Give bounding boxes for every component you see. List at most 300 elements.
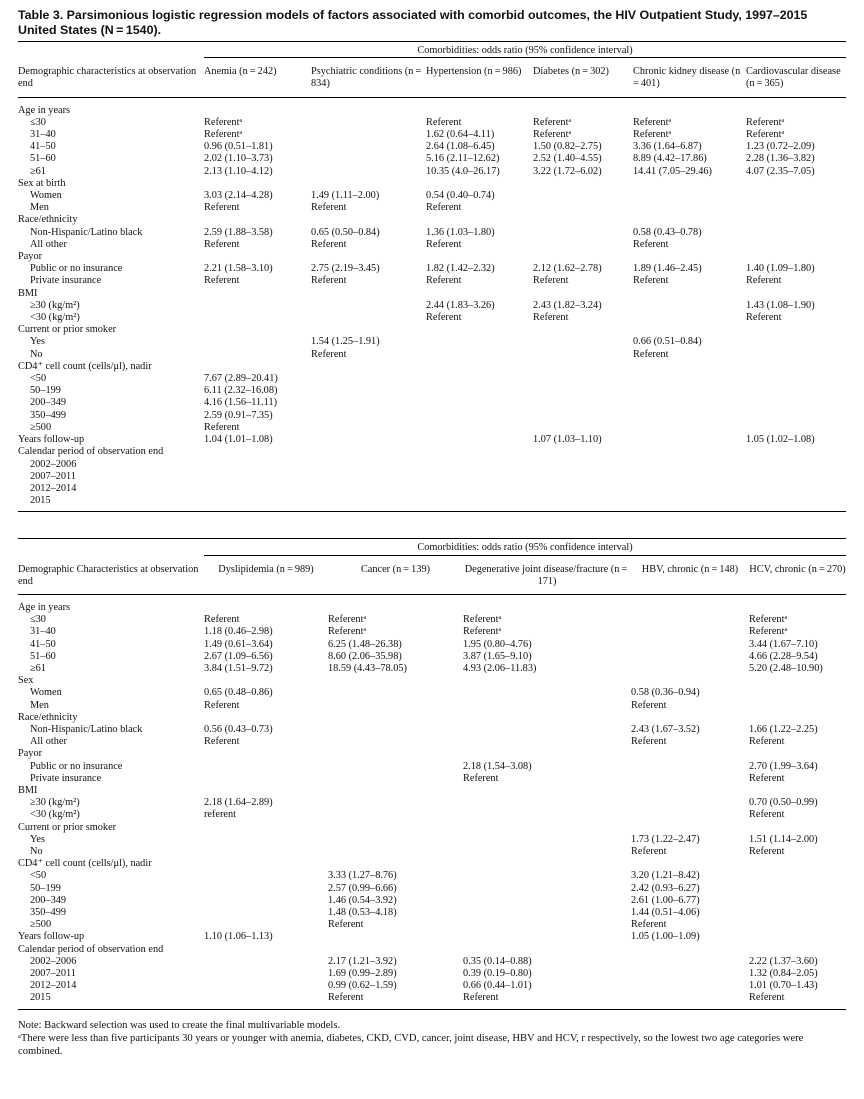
table-cell: 0.56 (0.43–0.73) — [204, 723, 273, 735]
table-cell — [311, 397, 426, 409]
table-cell — [204, 178, 311, 190]
table-row — [18, 141, 846, 153]
table-cell — [328, 700, 463, 712]
table-cell: 2.61 (1.00–6.77) — [631, 894, 700, 906]
table-cell — [631, 980, 749, 992]
table-cell — [311, 495, 426, 512]
row-label: 31–40 — [30, 129, 56, 141]
table-2-header-row — [18, 558, 846, 595]
table-cell — [533, 214, 633, 226]
table-cell: 2.75 (2.19–3.45) — [311, 263, 380, 275]
table-cell: 2.64 (1.08–6.45) — [426, 141, 495, 153]
table-cell — [328, 834, 463, 846]
table-row — [18, 907, 846, 919]
table-cell: 0.96 (0.51–1.81) — [204, 141, 273, 153]
row-label: Non-Hispanic/Latino black — [30, 226, 143, 238]
table-cell — [631, 858, 749, 870]
table-cell — [746, 324, 846, 336]
table-cell: 0.35 (0.14–0.88) — [463, 955, 532, 967]
row-label: ≤30 — [30, 614, 46, 626]
table-cell: 14.41 (7.05–29.46) — [633, 165, 712, 177]
table-cell — [311, 153, 426, 165]
table-cell — [746, 227, 846, 239]
table-cell — [631, 761, 749, 773]
table-row — [18, 495, 846, 512]
table-cell — [204, 336, 311, 348]
table-cell: Referentᵃ — [328, 626, 367, 638]
table-row — [18, 944, 846, 956]
table-row — [18, 651, 846, 663]
row-label: 2002–2006 — [30, 955, 77, 967]
table-row — [18, 446, 846, 458]
table-cell — [328, 675, 463, 687]
table-row — [18, 846, 846, 858]
table-cell: 1.48 (0.53–4.18) — [328, 907, 397, 918]
table-cell — [204, 919, 328, 931]
table-cell — [463, 870, 631, 882]
row-label: 41–50 — [30, 638, 56, 650]
table-row — [18, 822, 846, 834]
table-cell — [631, 797, 749, 809]
table-cell: 2.22 (1.37–3.60) — [749, 955, 818, 967]
table-cell: 2.18 (1.64–2.89) — [204, 797, 273, 809]
table-cell — [328, 724, 463, 736]
table-cell — [746, 336, 846, 348]
table-notes — [18, 1019, 846, 1058]
table-cell — [204, 288, 311, 300]
table-cell — [749, 931, 846, 943]
table-cell: Referent — [328, 992, 364, 1004]
table-cell — [204, 968, 328, 980]
row-group-label: Payor — [18, 748, 43, 760]
table-cell: 0.99 (0.62–1.59) — [328, 980, 397, 992]
table-cell: 1.82 (1.42–2.32) — [426, 263, 495, 275]
table-cell — [204, 324, 311, 336]
table-cell — [533, 97, 633, 117]
table-cell — [533, 361, 633, 373]
table-cell: 0.70 (0.50–0.99) — [749, 797, 818, 809]
table-cell: 1.32 (0.84–2.05) — [749, 968, 818, 980]
table-cell — [204, 97, 311, 117]
table-cell — [426, 214, 533, 226]
table-cell: 2.67 (1.09–6.56) — [204, 650, 273, 662]
table-cell — [426, 178, 533, 190]
table-cell: 3.44 (1.67–7.10) — [749, 638, 818, 650]
table-cell — [746, 202, 846, 214]
table-cell — [328, 594, 463, 614]
table-cell: Referent — [463, 992, 499, 1004]
table-cell — [533, 227, 633, 239]
table-cell — [426, 483, 533, 495]
table-cell — [746, 385, 846, 397]
row-group-label: Age in years — [18, 601, 71, 613]
table-cell — [633, 434, 746, 446]
row-label: 200–349 — [30, 397, 67, 409]
row-label: <30 (kg/m²) — [30, 312, 80, 324]
table-cell — [631, 992, 749, 1009]
table-cell — [204, 748, 328, 760]
table-row — [18, 422, 846, 434]
table-cell: 3.33 (1.27–8.76) — [328, 870, 397, 882]
table-cell — [426, 97, 533, 117]
table-row — [18, 724, 846, 736]
row-label: Private insurance — [30, 275, 102, 287]
table-cell — [533, 178, 633, 190]
table-cell — [746, 361, 846, 373]
table-cell — [463, 675, 631, 687]
table-cell: 4.16 (1.56–11.11) — [204, 397, 278, 409]
table-cell: 2.18 (1.54–3.08) — [463, 760, 532, 772]
table-cell — [463, 712, 631, 724]
table-row — [18, 748, 846, 760]
table-row — [18, 227, 846, 239]
table-cell: 3.36 (1.64–6.87) — [633, 141, 702, 153]
table-row — [18, 675, 846, 687]
table-page — [18, 8, 846, 1058]
table-cell — [746, 178, 846, 190]
table-cell: 1.62 (0.64–4.11) — [426, 129, 495, 141]
table-cell — [328, 687, 463, 699]
table-cell — [749, 883, 846, 895]
table-cell — [204, 300, 311, 312]
table-cell — [426, 459, 533, 471]
table-cell: Referentᵃ — [746, 129, 785, 141]
table-cell: 1.66 (1.22–2.25) — [749, 723, 818, 735]
row-label: 2015 — [30, 495, 51, 507]
table-cell — [311, 483, 426, 495]
table-cell — [463, 687, 631, 699]
table-cell: 7.67 (2.89–20.41) — [204, 373, 278, 385]
table-cell — [311, 446, 426, 458]
table-cell — [204, 883, 328, 895]
table-cell — [631, 809, 749, 821]
table-2 — [18, 538, 846, 1009]
table-row — [18, 919, 846, 931]
table-cell — [204, 980, 328, 992]
table-cell: 1.05 (1.02–1.08) — [746, 434, 815, 446]
table-row — [18, 870, 846, 882]
table-cell: Referent — [426, 238, 462, 250]
table-cell: Referentᵃ — [463, 614, 502, 626]
table-cell — [746, 97, 846, 117]
table-cell — [631, 663, 749, 675]
row-label: ≥500 — [30, 421, 52, 433]
row-group-label: Years follow-up — [18, 434, 85, 446]
table-cell: 1.23 (0.72–2.09) — [746, 141, 815, 153]
table-cell — [633, 251, 746, 263]
table-row — [18, 931, 846, 943]
column-header-psychiatric: Psychiatric conditions (n = 834) — [311, 66, 424, 90]
table-cell — [633, 178, 746, 190]
row-label: 2015 — [30, 992, 51, 1004]
table-cell: 3.84 (1.51–9.72) — [204, 662, 273, 674]
row-label: ≥61 — [30, 662, 46, 674]
table-cell — [463, 785, 631, 797]
table-cell: 8.89 (4.42–17.86) — [633, 153, 707, 165]
table-cell — [463, 809, 631, 821]
table-cell: 4.66 (2.28–9.54) — [749, 650, 818, 662]
table-cell — [631, 944, 749, 956]
table-cell — [633, 324, 746, 336]
table-cell — [746, 495, 846, 512]
table-cell — [328, 858, 463, 870]
table-cell — [749, 785, 846, 797]
table-cell — [204, 858, 328, 870]
table-cell — [746, 483, 846, 495]
table-cell: 2.43 (1.82–3.24) — [533, 299, 602, 311]
table-cell — [533, 349, 633, 361]
table-cell: 0.58 (0.43–0.78) — [633, 226, 702, 238]
table-cell: 2.13 (1.10–4.12) — [204, 165, 273, 177]
table-cell — [204, 251, 311, 263]
row-group-label: CD4⁺ cell count (cells/μl), nadir — [18, 858, 152, 870]
table-cell — [533, 251, 633, 263]
table-cell — [426, 336, 533, 348]
table-cell — [631, 968, 749, 980]
table-row — [18, 761, 846, 773]
table-cell — [533, 202, 633, 214]
column-header-hypertension: Hypertension (n = 986) — [426, 66, 522, 78]
table-row — [18, 797, 846, 809]
table-cell — [311, 214, 426, 226]
table-1 — [18, 41, 846, 512]
row-group-label: Years follow-up — [18, 931, 85, 943]
row-group-label: Race/ethnicity — [18, 711, 78, 723]
table-cell — [746, 251, 846, 263]
table-cell — [746, 214, 846, 226]
table-cell: Referentᵃ — [533, 116, 572, 128]
row-label: <30 (kg/m²) — [30, 809, 80, 821]
table-cell: Referent — [631, 736, 667, 748]
table-cell — [633, 422, 746, 434]
table-row — [18, 834, 846, 846]
table-cell: Referent — [426, 312, 462, 324]
row-label: 2007–2011 — [30, 968, 76, 980]
table-cell — [749, 748, 846, 760]
table-cell — [749, 919, 846, 931]
table-row — [18, 614, 846, 626]
table-cell — [533, 336, 633, 348]
table-cell — [463, 700, 631, 712]
table-cell: Referent — [311, 275, 347, 287]
table-cell — [311, 117, 426, 129]
table-cell: Referent — [749, 845, 785, 857]
table-cell — [463, 822, 631, 834]
row-group-label: BMI — [18, 784, 38, 796]
table-cell — [426, 288, 533, 300]
table-cell: Referent — [204, 736, 240, 748]
table-row — [18, 858, 846, 870]
table-cell — [749, 870, 846, 882]
table-row — [18, 251, 846, 263]
table-cell — [533, 422, 633, 434]
table-cell — [463, 724, 631, 736]
table-cell: Referent — [746, 312, 782, 324]
table-cell — [633, 410, 746, 422]
column-header-hcv: HCV, chronic (n = 270) — [749, 563, 846, 575]
row-label: ≥61 — [30, 165, 46, 177]
table-cell: 1.05 (1.00–1.09) — [631, 931, 700, 943]
table-cell: 0.66 (0.44–1.01) — [463, 980, 532, 992]
table-cell — [311, 373, 426, 385]
table-cell — [746, 349, 846, 361]
table-cell: Referentᵃ — [204, 129, 243, 141]
table-row — [18, 97, 846, 117]
table-cell: Referent — [311, 238, 347, 250]
table-cell — [749, 907, 846, 919]
row-label: 51–60 — [30, 650, 56, 662]
table-cell — [311, 361, 426, 373]
table-cell — [749, 944, 846, 956]
table-cell — [426, 446, 533, 458]
table-cell — [746, 459, 846, 471]
table-cell: 6.11 (2.32–16.08) — [204, 385, 278, 397]
table-cell — [204, 834, 328, 846]
row-label: No — [30, 845, 43, 857]
table-cell — [426, 385, 533, 397]
table-cell — [426, 397, 533, 409]
table-cell — [533, 397, 633, 409]
table-cell — [311, 97, 426, 117]
table-cell: Referent — [749, 992, 785, 1004]
table-cell — [749, 700, 846, 712]
row-group-label: Sex at birth — [18, 177, 66, 189]
row-label: <50 — [30, 870, 47, 882]
table-cell: 2.43 (1.67–3.52) — [631, 723, 700, 735]
table-cell — [311, 288, 426, 300]
table-cell — [633, 202, 746, 214]
table-cell: 1.51 (1.14–2.00) — [749, 833, 818, 845]
table-cell — [328, 761, 463, 773]
table-2-spanner: Comorbidities: odds ratio (95% confidence interval) — [204, 542, 846, 555]
table-cell: Referent — [749, 772, 785, 784]
column-header-anemia: Anemia (n = 242) — [204, 66, 277, 78]
table-cell: 1.07 (1.03–1.10) — [533, 434, 602, 446]
table-row — [18, 809, 846, 821]
table-cell: 1.36 (1.03–1.80) — [426, 226, 495, 238]
table-cell — [328, 785, 463, 797]
table-cell — [463, 858, 631, 870]
table-cell: 2.17 (1.21–3.92) — [328, 955, 397, 967]
table-cell: Referentᵃ — [633, 116, 672, 128]
table-cell: 1.44 (0.51–4.06) — [631, 907, 700, 918]
table-cell — [533, 239, 633, 251]
table-cell — [746, 373, 846, 385]
table-cell: Referent — [749, 809, 785, 821]
table-cell — [204, 773, 328, 785]
table-cell: 1.43 (1.08–1.90) — [746, 299, 815, 311]
table-cell — [204, 846, 328, 858]
table-row — [18, 202, 846, 214]
table-cell — [426, 410, 533, 422]
row-group-label: CD4⁺ cell count (cells/μl), nadir — [18, 360, 152, 372]
table-cell: 2.70 (1.99–3.64) — [749, 760, 818, 772]
table-row — [18, 980, 846, 992]
table-row — [18, 895, 846, 907]
table-cell — [204, 907, 328, 919]
table-cell: Referent — [204, 238, 240, 250]
table-cell: 0.65 (0.48–0.86) — [204, 687, 273, 699]
table-cell — [328, 944, 463, 956]
row-label: 2002–2006 — [30, 458, 77, 470]
table-row — [18, 349, 846, 361]
table-row — [18, 663, 846, 675]
table-cell: 2.59 (0.91–7.35) — [204, 409, 273, 421]
table-cell — [633, 373, 746, 385]
table-row — [18, 385, 846, 397]
table-cell — [426, 373, 533, 385]
table-cell — [633, 459, 746, 471]
table-1-header-row — [18, 60, 846, 97]
column-header-diabetes: Diabetes (n = 302) — [533, 66, 609, 78]
table-row — [18, 459, 846, 471]
table-cell: Referent — [204, 614, 240, 626]
table-cell: 0.39 (0.19–0.80) — [463, 968, 532, 980]
table-cell: Referentᵃ — [749, 614, 788, 626]
table-cell — [533, 483, 633, 495]
table-cell — [328, 797, 463, 809]
table-cell — [746, 239, 846, 251]
table-row — [18, 373, 846, 385]
table-row — [18, 736, 846, 748]
table-cell — [533, 410, 633, 422]
table-cell — [631, 614, 749, 626]
table-cell: 10.35 (4.0–26.17) — [426, 165, 500, 177]
table-cell: Referent — [426, 275, 462, 287]
table-title: Table 3. Parsimonious logistic regression models of factors associated with comorbid outcomes, the HIV Outpatient Study, 1997–2015 United States (N = 1540). — [18, 8, 808, 37]
column-header-hbv: HBV, chronic (n = 148) — [641, 563, 739, 575]
row-label: ≥500 — [30, 919, 52, 931]
table-row — [18, 129, 846, 141]
table-cell — [749, 675, 846, 687]
table-cell: 1.18 (0.46–2.98) — [204, 626, 273, 638]
table-cell: 2.57 (0.99–6.66) — [328, 882, 397, 894]
table-row — [18, 639, 846, 651]
table-row — [18, 712, 846, 724]
table-cell — [633, 97, 746, 117]
table-cell — [746, 422, 846, 434]
table-cell — [633, 288, 746, 300]
table-cell — [631, 675, 749, 687]
table-cell: 18.59 (4.43–78.05) — [328, 662, 407, 674]
column-header-cancer: Cancer (n = 139) — [360, 563, 431, 575]
table-cell: 2.28 (1.36–3.82) — [746, 153, 815, 165]
table-cell — [204, 822, 328, 834]
table-cell — [633, 312, 746, 324]
table-cell: Referent — [631, 699, 667, 711]
table-cell: 2.52 (1.40–4.55) — [533, 153, 602, 165]
table-cell: Referentᵃ — [749, 626, 788, 638]
table-row — [18, 410, 846, 422]
table-row — [18, 190, 846, 202]
table-cell — [463, 931, 631, 943]
table-cell — [631, 773, 749, 785]
table-cell: 2.44 (1.83–3.26) — [426, 299, 495, 311]
row-group-label: Current or prior smoker — [18, 324, 117, 336]
row-label: Yes — [30, 833, 45, 845]
table-cell — [311, 166, 426, 178]
table-cell — [204, 870, 328, 882]
table-1-spanner: Comorbidities: odds ratio (95% confidence interval) — [204, 45, 846, 58]
table-cell: 0.66 (0.51–0.84) — [633, 336, 702, 348]
row-label: 350–499 — [30, 409, 67, 421]
table-cell — [746, 446, 846, 458]
table-cell — [204, 312, 311, 324]
table-cell — [533, 373, 633, 385]
table-row — [18, 153, 846, 165]
table-cell — [204, 895, 328, 907]
table-cell: Referent — [633, 348, 669, 360]
